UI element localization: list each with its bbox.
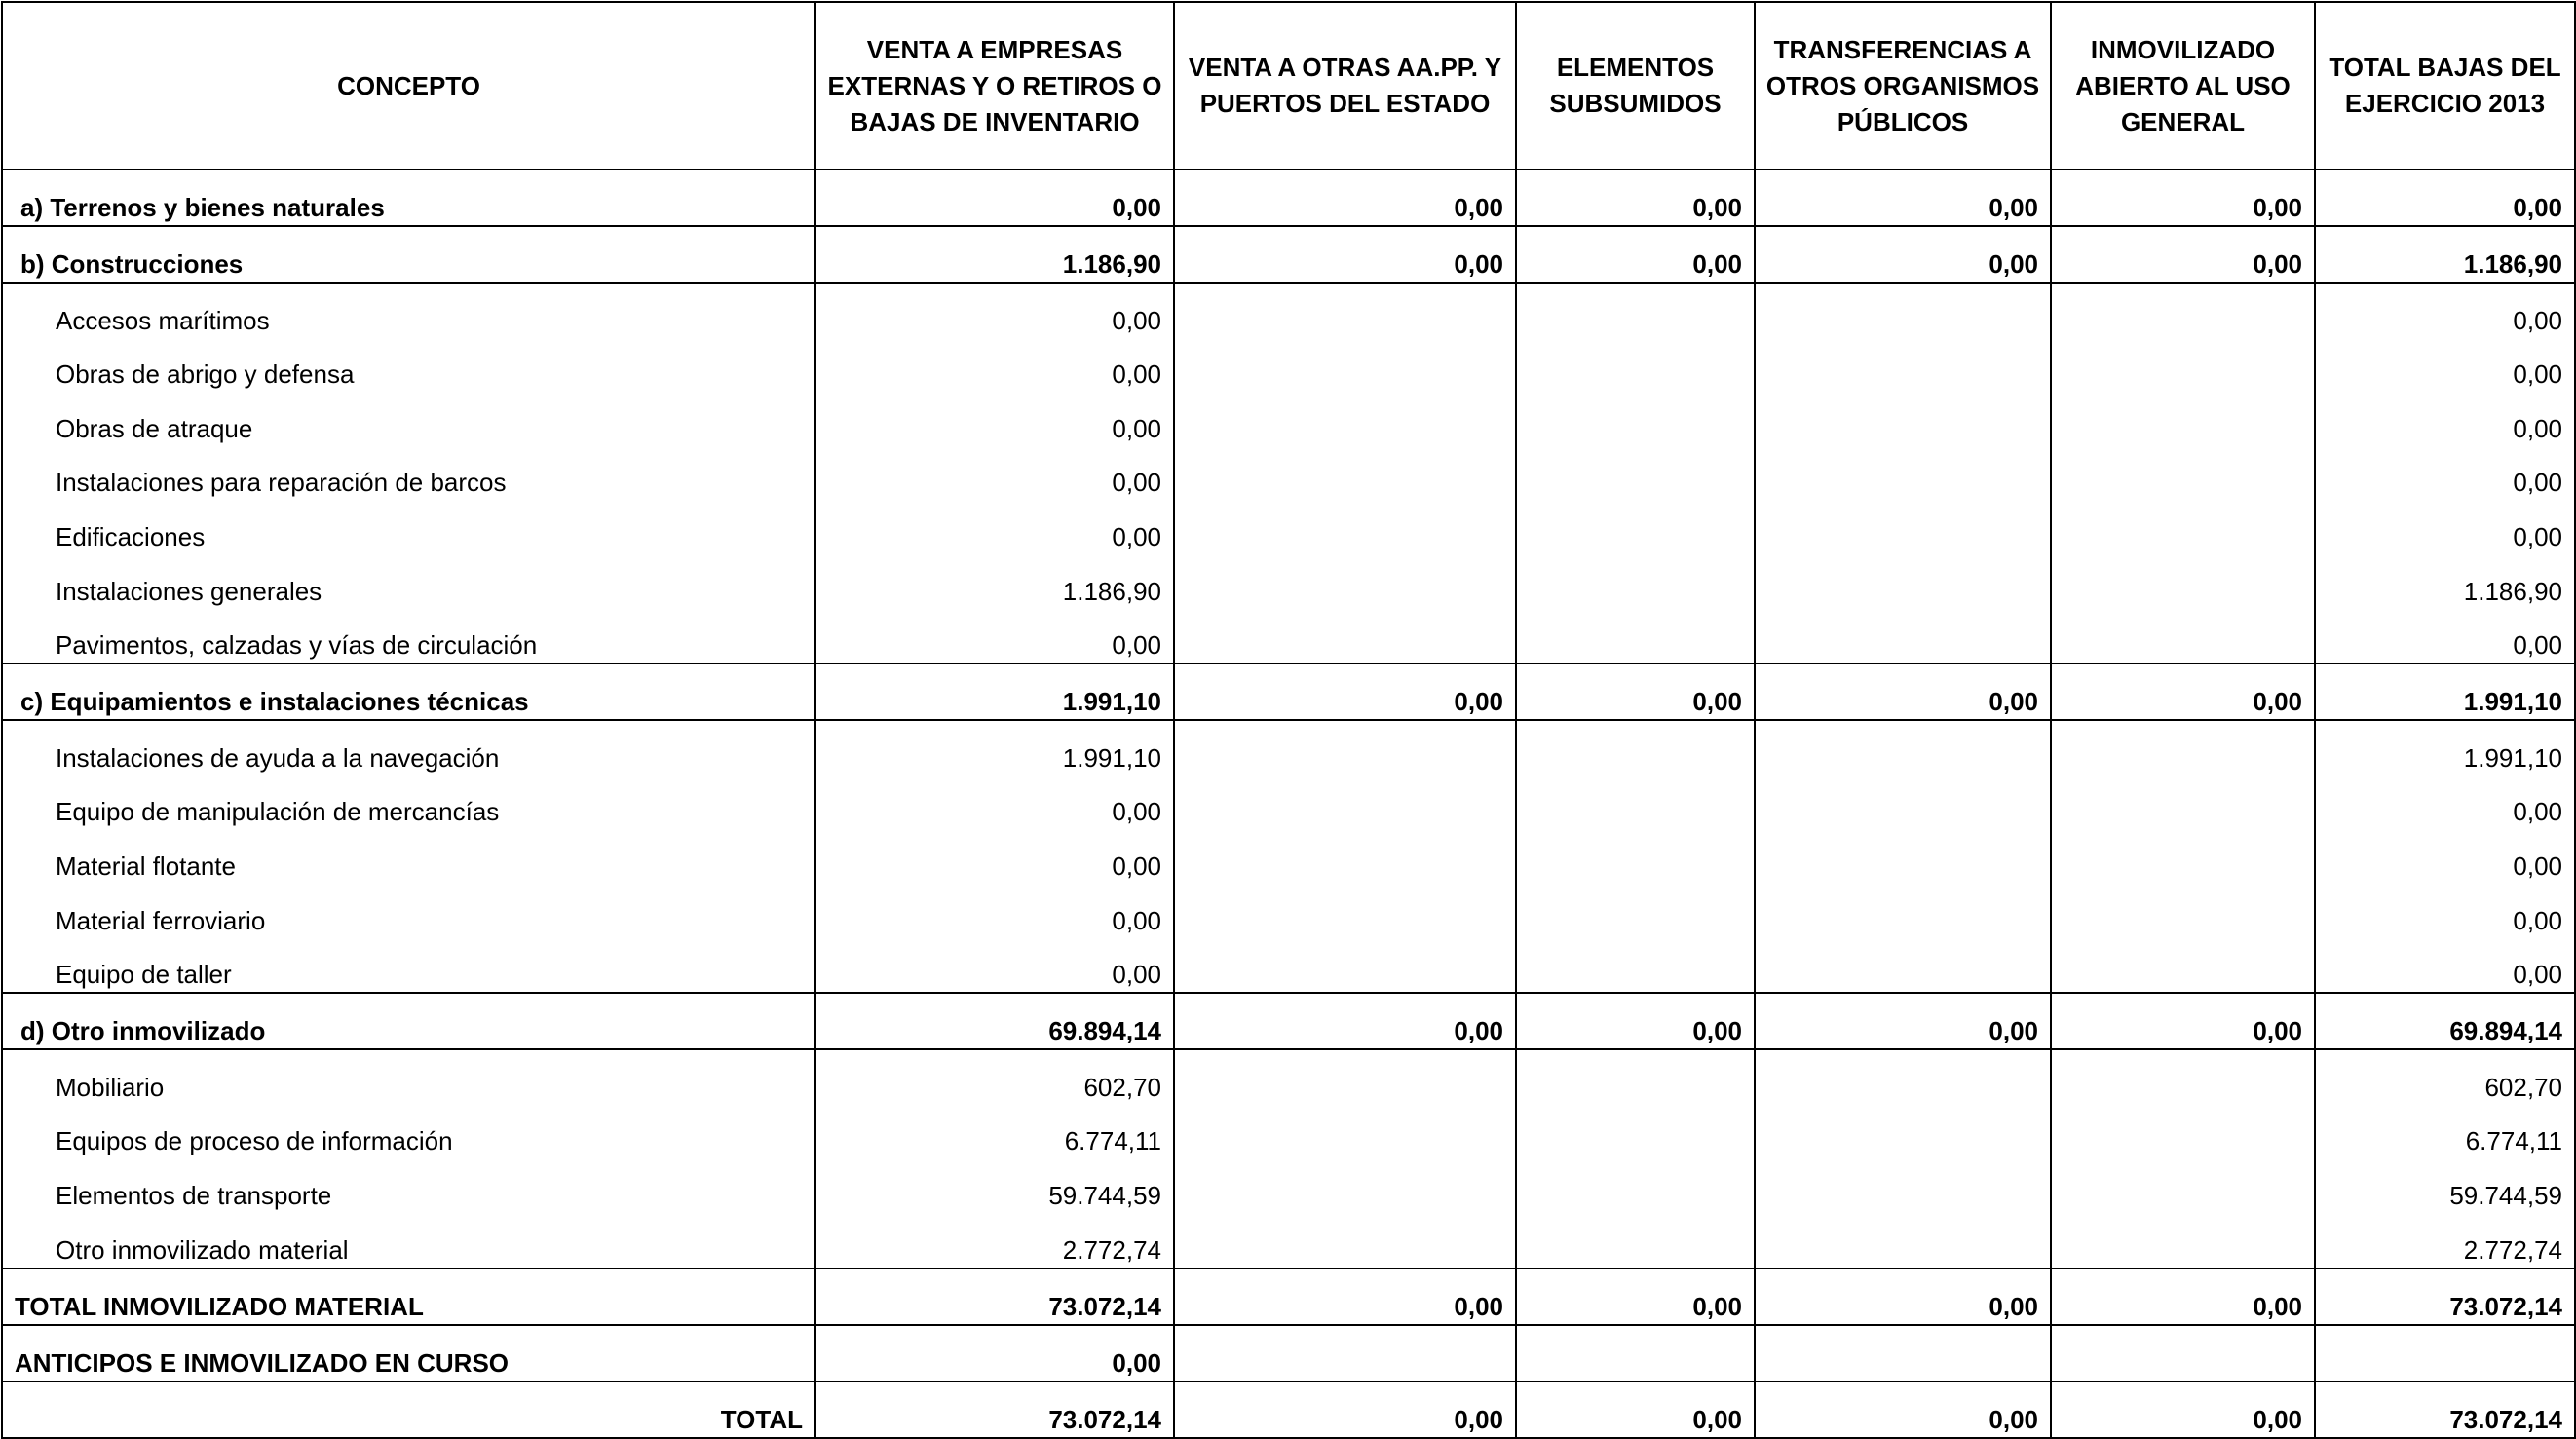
cell-empty [1755, 500, 2051, 554]
cell-empty [2051, 1213, 2315, 1269]
row-label: Instalaciones de ayuda a la navegación [2, 720, 815, 776]
table-row [2, 1105, 2575, 1159]
row-label: Accesos marítimos [2, 283, 815, 338]
cell-transferencias: 0,00 [1755, 226, 2051, 283]
cell-empty [2051, 554, 2315, 609]
row-label: Material ferroviario [2, 884, 815, 938]
cell-empty [2315, 1325, 2575, 1382]
cell-empty [1516, 392, 1755, 446]
table-row [2, 1049, 2575, 1105]
cell-empty [1516, 720, 1755, 776]
cell-empty [1516, 1105, 1755, 1159]
cell-empty [1516, 1325, 1755, 1382]
table-row-equipamientos [2, 663, 2575, 720]
cell-empty [1174, 884, 1516, 938]
cell-empty [1174, 1049, 1516, 1105]
cell-subsumidos: 0,00 [1516, 993, 1755, 1049]
cell-total: 0,00 [2315, 776, 2575, 830]
cell-empty [1755, 609, 2051, 664]
cell-empty [1174, 776, 1516, 830]
header-inmovilizado-uso-general: INMOVILIZADO ABIERTO AL USO GENERAL [2051, 2, 2315, 170]
cell-empty [1516, 776, 1755, 830]
cell-empty [1174, 1105, 1516, 1159]
cell-empty [1516, 554, 1755, 609]
cell-empty [1755, 829, 2051, 884]
cell-total: 0,00 [2315, 500, 2575, 554]
cell-uso-general: 0,00 [2051, 1269, 2315, 1325]
cell-empty [1516, 938, 1755, 994]
cell-venta-empresas: 1.186,90 [815, 226, 1174, 283]
table-row [2, 1158, 2575, 1213]
cell-venta-aapp: 0,00 [1174, 1269, 1516, 1325]
cell-empty [1174, 500, 1516, 554]
table-row [2, 776, 2575, 830]
cell-empty [2051, 1158, 2315, 1213]
cell-transferencias: 0,00 [1755, 1382, 2051, 1438]
table-row-terrenos [2, 170, 2575, 226]
cell-empty [1174, 1158, 1516, 1213]
cell-empty [1516, 283, 1755, 338]
cell-venta-aapp: 0,00 [1174, 170, 1516, 226]
row-label: TOTAL INMOVILIZADO MATERIAL [2, 1269, 815, 1325]
cell-total: 0,00 [2315, 283, 2575, 338]
cell-empty [2051, 1049, 2315, 1105]
table-row-otro-inmovilizado [2, 993, 2575, 1049]
cell-venta-empresas: 0,00 [815, 446, 1174, 501]
cell-empty [1174, 1213, 1516, 1269]
header-transferencias: TRANSFERENCIAS A OTROS ORGANISMOS PÚBLICOS [1755, 2, 2051, 170]
cell-empty [1755, 392, 2051, 446]
cell-total: 0,00 [2315, 446, 2575, 501]
cell-empty [2051, 283, 2315, 338]
cell-total: 1.991,10 [2315, 720, 2575, 776]
cell-uso-general: 0,00 [2051, 1382, 2315, 1438]
cell-subsumidos: 0,00 [1516, 226, 1755, 283]
cell-total: 602,70 [2315, 1049, 2575, 1105]
cell-uso-general: 0,00 [2051, 993, 2315, 1049]
cell-venta-empresas: 73.072,14 [815, 1269, 1174, 1325]
cell-total: 0,00 [2315, 170, 2575, 226]
cell-subsumidos: 0,00 [1516, 1382, 1755, 1438]
cell-empty [1174, 283, 1516, 338]
cell-transferencias: 0,00 [1755, 993, 2051, 1049]
table-body [2, 170, 2575, 1438]
table-row [2, 1213, 2575, 1269]
row-label: b) Construcciones [2, 226, 815, 283]
cell-total: 0,00 [2315, 938, 2575, 994]
cell-venta-empresas: 73.072,14 [815, 1382, 1174, 1438]
header-total-bajas: TOTAL BAJAS DEL EJERCICIO 2013 [2315, 2, 2575, 170]
cell-venta-empresas: 0,00 [815, 338, 1174, 393]
header-venta-aapp: VENTA A OTRAS AA.PP. Y PUERTOS DEL ESTADO [1174, 2, 1516, 170]
cell-empty [1174, 829, 1516, 884]
cell-venta-empresas: 0,00 [815, 283, 1174, 338]
cell-venta-empresas: 0,00 [815, 1325, 1174, 1382]
cell-empty [1755, 1213, 2051, 1269]
cell-empty [1174, 938, 1516, 994]
cell-transferencias: 0,00 [1755, 170, 2051, 226]
cell-empty [1755, 1105, 2051, 1159]
cell-empty [1174, 720, 1516, 776]
cell-venta-empresas: 0,00 [815, 776, 1174, 830]
row-label: a) Terrenos y bienes naturales [2, 170, 815, 226]
cell-empty [1174, 1325, 1516, 1382]
cell-uso-general: 0,00 [2051, 663, 2315, 720]
cell-venta-aapp: 0,00 [1174, 663, 1516, 720]
row-label: ANTICIPOS E INMOVILIZADO EN CURSO [2, 1325, 815, 1382]
cell-empty [2051, 609, 2315, 664]
cell-empty [1516, 338, 1755, 393]
table-row [2, 392, 2575, 446]
cell-empty [1174, 554, 1516, 609]
cell-subsumidos: 0,00 [1516, 170, 1755, 226]
cell-empty [1755, 554, 2051, 609]
cell-total: 6.774,11 [2315, 1105, 2575, 1159]
cell-empty [1516, 1158, 1755, 1213]
cell-venta-empresas: 0,00 [815, 500, 1174, 554]
cell-venta-empresas: 1.186,90 [815, 554, 1174, 609]
table-row [2, 446, 2575, 501]
table-row-construcciones [2, 226, 2575, 283]
cell-subsumidos: 0,00 [1516, 1269, 1755, 1325]
cell-empty [1755, 1325, 2051, 1382]
table-row [2, 283, 2575, 338]
cell-total: 69.894,14 [2315, 993, 2575, 1049]
row-label: Edificaciones [2, 500, 815, 554]
cell-empty [2051, 776, 2315, 830]
cell-total: 0,00 [2315, 829, 2575, 884]
table-row [2, 338, 2575, 393]
cell-empty [2051, 938, 2315, 994]
table-row-grand-total [2, 1382, 2575, 1438]
cell-venta-empresas: 0,00 [815, 609, 1174, 664]
cell-empty [2051, 446, 2315, 501]
cell-empty [2051, 1325, 2315, 1382]
cell-empty [1516, 1213, 1755, 1269]
table-row-total-inmovilizado-material [2, 1269, 2575, 1325]
table-row-anticipos [2, 1325, 2575, 1382]
cell-venta-empresas: 69.894,14 [815, 993, 1174, 1049]
cell-venta-empresas: 1.991,10 [815, 720, 1174, 776]
cell-total: 59.744,59 [2315, 1158, 2575, 1213]
table-row [2, 829, 2575, 884]
cell-total: 1.186,90 [2315, 554, 2575, 609]
row-label: TOTAL [2, 1382, 815, 1438]
cell-empty [1174, 392, 1516, 446]
cell-total: 1.186,90 [2315, 226, 2575, 283]
cell-uso-general: 0,00 [2051, 170, 2315, 226]
row-label: Otro inmovilizado material [2, 1213, 815, 1269]
cell-venta-empresas: 0,00 [815, 938, 1174, 994]
cell-venta-empresas: 0,00 [815, 392, 1174, 446]
row-label: Obras de atraque [2, 392, 815, 446]
cell-empty [2051, 1105, 2315, 1159]
cell-total: 0,00 [2315, 609, 2575, 664]
cell-empty [2051, 392, 2315, 446]
cell-venta-empresas: 1.991,10 [815, 663, 1174, 720]
cell-venta-empresas: 0,00 [815, 829, 1174, 884]
cell-venta-empresas: 6.774,11 [815, 1105, 1174, 1159]
cell-empty [1755, 1049, 2051, 1105]
table-row [2, 500, 2575, 554]
cell-venta-aapp: 0,00 [1174, 226, 1516, 283]
cell-subsumidos: 0,00 [1516, 663, 1755, 720]
cell-empty [1174, 609, 1516, 664]
row-label: Obras de abrigo y defensa [2, 338, 815, 393]
header-concepto: CONCEPTO [2, 2, 815, 170]
row-label: Material flotante [2, 829, 815, 884]
cell-venta-empresas: 0,00 [815, 884, 1174, 938]
cell-empty [1516, 609, 1755, 664]
cell-empty [1516, 884, 1755, 938]
row-label: Instalaciones generales [2, 554, 815, 609]
cell-empty [2051, 338, 2315, 393]
cell-total: 73.072,14 [2315, 1269, 2575, 1325]
bajas-table [1, 1, 2576, 1439]
cell-empty [1755, 446, 2051, 501]
row-label: Instalaciones para reparación de barcos [2, 446, 815, 501]
cell-empty [2051, 720, 2315, 776]
row-label: c) Equipamientos e instalaciones técnicas [2, 663, 815, 720]
header-venta-empresas: VENTA A EMPRESAS EXTERNAS Y O RETIROS O BAJAS DE INVENTARIO [815, 2, 1174, 170]
row-label: Pavimentos, calzadas y vías de circulación [2, 609, 815, 664]
cell-empty [1516, 829, 1755, 884]
cell-transferencias: 0,00 [1755, 663, 2051, 720]
table-header [2, 2, 2575, 170]
row-label: Elementos de transporte [2, 1158, 815, 1213]
row-label: Equipo de manipulación de mercancías [2, 776, 815, 830]
cell-total: 0,00 [2315, 392, 2575, 446]
table-row [2, 554, 2575, 609]
cell-empty [1755, 720, 2051, 776]
cell-venta-aapp: 0,00 [1174, 1382, 1516, 1438]
cell-empty [1516, 446, 1755, 501]
cell-total: 0,00 [2315, 338, 2575, 393]
cell-empty [1755, 338, 2051, 393]
cell-venta-aapp: 0,00 [1174, 993, 1516, 1049]
cell-venta-empresas: 602,70 [815, 1049, 1174, 1105]
cell-venta-empresas: 2.772,74 [815, 1213, 1174, 1269]
row-label: Equipos de proceso de información [2, 1105, 815, 1159]
table-row [2, 720, 2575, 776]
cell-empty [1755, 283, 2051, 338]
row-label: d) Otro inmovilizado [2, 993, 815, 1049]
cell-empty [1174, 338, 1516, 393]
cell-venta-empresas: 59.744,59 [815, 1158, 1174, 1213]
table-row [2, 884, 2575, 938]
cell-empty [2051, 829, 2315, 884]
cell-empty [1755, 776, 2051, 830]
cell-empty [1755, 884, 2051, 938]
cell-empty [1174, 446, 1516, 501]
header-row [2, 2, 2575, 170]
table-row [2, 938, 2575, 994]
row-label: Mobiliario [2, 1049, 815, 1105]
cell-total: 2.772,74 [2315, 1213, 2575, 1269]
table-row [2, 609, 2575, 664]
cell-empty [2051, 884, 2315, 938]
cell-empty [1516, 500, 1755, 554]
cell-empty [1755, 1158, 2051, 1213]
header-elementos-subsumidos: ELEMENTOS SUBSUMIDOS [1516, 2, 1755, 170]
cell-venta-empresas: 0,00 [815, 170, 1174, 226]
cell-total: 73.072,14 [2315, 1382, 2575, 1438]
cell-empty [2051, 500, 2315, 554]
cell-empty [1516, 1049, 1755, 1105]
cell-transferencias: 0,00 [1755, 1269, 2051, 1325]
cell-total: 1.991,10 [2315, 663, 2575, 720]
cell-empty [1755, 938, 2051, 994]
cell-uso-general: 0,00 [2051, 226, 2315, 283]
row-label: Equipo de taller [2, 938, 815, 994]
cell-total: 0,00 [2315, 884, 2575, 938]
